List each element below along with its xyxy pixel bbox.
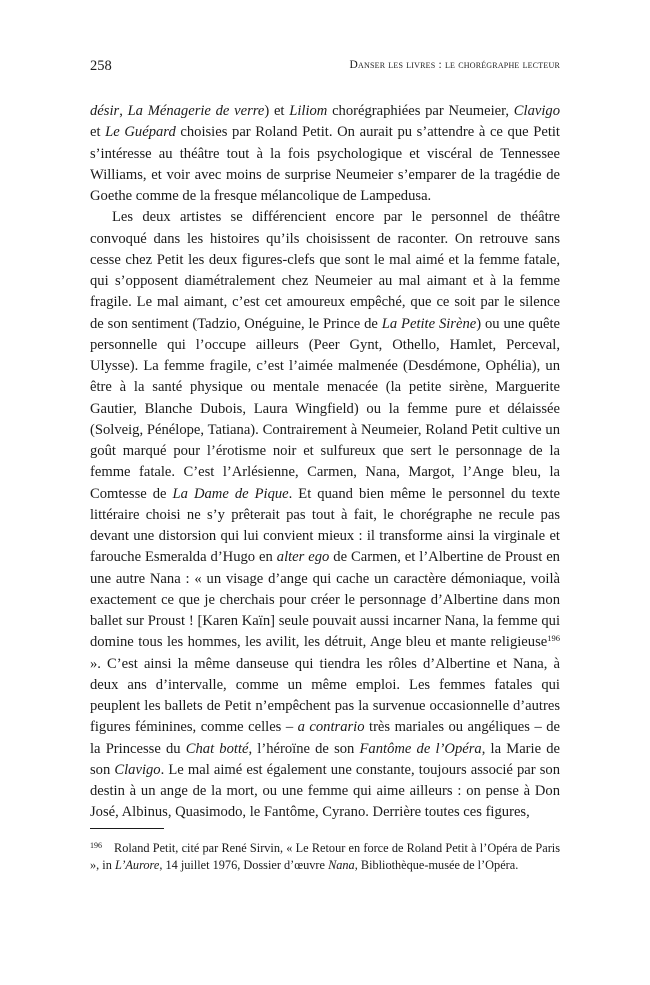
text-run: choisies par Roland Petit. On aurait pu s’attendre à ce que Petit s’intéresse au théâtre tout à la fois psychologique et viscéral de Tennessee Williams, et voir avec moins de surprise Neumeier s’emparer de la tragédie de Goethe comme de la fresque mélancolique de Lampedusa. bbox=[90, 124, 560, 204]
paragraph-2 bbox=[90, 207, 560, 823]
text-run: , l’héroïne de son bbox=[248, 740, 360, 757]
italic-title: La Petite Sirène bbox=[381, 315, 477, 332]
italic-title: Liliom bbox=[289, 103, 328, 119]
italic-title: L’Aurore bbox=[114, 858, 160, 873]
footnote-number: 196 bbox=[90, 841, 102, 850]
text-run: , Bibliothèque-musée de l’Opéra. bbox=[354, 858, 519, 873]
text-run: très mariales ou angéliques – de la Princesse du bbox=[90, 719, 561, 757]
italic-title: Nana bbox=[328, 858, 355, 873]
text-run: . Et quand bien même le personnel du texte littéraire choisi ne s’y prêterait pas tout à fait, le chorégraphe ne recule pas devant une distorsion qui lui convient mieux : il transforme ainsi la virginale et farouche Esmeralda d’Hugo en bbox=[90, 485, 560, 566]
italic-title: La Dame de Pique bbox=[172, 485, 289, 502]
page-number: 258 bbox=[90, 58, 112, 74]
paragraph-1 bbox=[90, 101, 560, 207]
running-title: Danser les livres : le chorégraphe lecteur bbox=[349, 59, 560, 71]
text-run: chorégraphiées par Neumeier, bbox=[327, 103, 514, 119]
italic-title: désir bbox=[90, 103, 120, 119]
text-run: , 14 juillet 1976, Dossier d’œuvre bbox=[159, 858, 329, 873]
text-run: Les deux artistes se différencient encore par le personnel de théâtre convoqué dans les histoires qu’ils choisissent de raconter. On retrouve sans cesse chez Petit les deux figures-clefs que sont le mal aimé et la femme fatale, qui s’opposent diamétralement chez Neumeier au mal aimant et à la femme fragile. Le mal aimant, c’est cet amoureux empêché, que ce soit par le silence de son sentiment (Tadzio, Onéguine, le Prince de bbox=[90, 209, 560, 332]
text-run: ) et bbox=[264, 103, 290, 119]
text-run: de Carmen, et l’Albertine de Proust en une autre Nana : « un visage d’ange qui cache un caractère démoniaque, voilà exactement ce que je cherchais pour créer le personnage d’Albertine dans mon ballet sur Proust ! [Karen Kaïn] seule pouvait aussi incarner Nana, la femme qui domine tous les hommes, les avilit, les détruit, Ange bleu et mante religieuse bbox=[90, 549, 560, 651]
text-run: ) ou une quête personnelle qui l’occupe ailleurs (Peer Gynt, Othello, Hamlet, Perceval, Ulysse). La femme fragile, c’est l’aimée malmenée (Desdémone, Ophélia), un être à la santé physique ou mentale menacée (la petite sirène, Marguerite Gautier, Blanche Dubois, Laura Wingfield) ou la femme pure et délaissée (Solveig, Pénélope, Tatiana). Contrairement à Neumeier, Roland Petit cultive un goût marqué pour l’érotisme noir et sulfureux que sert le personnage de la femme fatale. C’est l’Arlésienne, Carmen, Nana, Margot, l’Ange bleu, la Comtesse de bbox=[90, 315, 560, 502]
text-run: Roland Petit, cité par René Sirvin, « Le Retour en force de Roland Petit à l’Opéra de Paris », in bbox=[90, 841, 560, 873]
text-run: et bbox=[90, 124, 106, 141]
italic-title: Fantôme de l’Opéra bbox=[359, 740, 482, 757]
text-run: ». C’est ainsi la même danseuse qui tiendra les rôles d’Albertine et Nana, à deux ans d’intervalle, comme un même emploi. Les femmes fatales qui peuplent les ballets de Petit n’empêchent pas la survenue occasionnelle d’autres figures féminines, comme celles – bbox=[90, 655, 560, 736]
italic-term: a contrario bbox=[297, 719, 365, 736]
italic-title: Le Guépard bbox=[105, 124, 176, 141]
italic-title: La Ménagerie de verre bbox=[127, 103, 265, 119]
footnote-reference[interactable]: 196 bbox=[547, 633, 560, 644]
footnote-196 bbox=[90, 837, 560, 875]
text-run: , la Marie de son bbox=[90, 740, 560, 778]
body-text bbox=[90, 101, 560, 824]
italic-title: Clavigo bbox=[513, 103, 560, 119]
italic-term: alter ego bbox=[276, 549, 330, 566]
italic-title: Clavigo bbox=[114, 761, 161, 778]
footnote-divider bbox=[90, 828, 164, 829]
text-run: , bbox=[119, 103, 128, 119]
text-run: . Le mal aimé est également une constante, toujours associé par son destin à un ange de la mort, ou une femme qui aime ailleurs : on pense à Don José, Albinus, Quasimodo, le Fantôme, Cyrano. Derrière toutes ces figures, bbox=[90, 761, 561, 821]
italic-title: Chat botté bbox=[185, 740, 249, 757]
page-header bbox=[90, 58, 560, 78]
